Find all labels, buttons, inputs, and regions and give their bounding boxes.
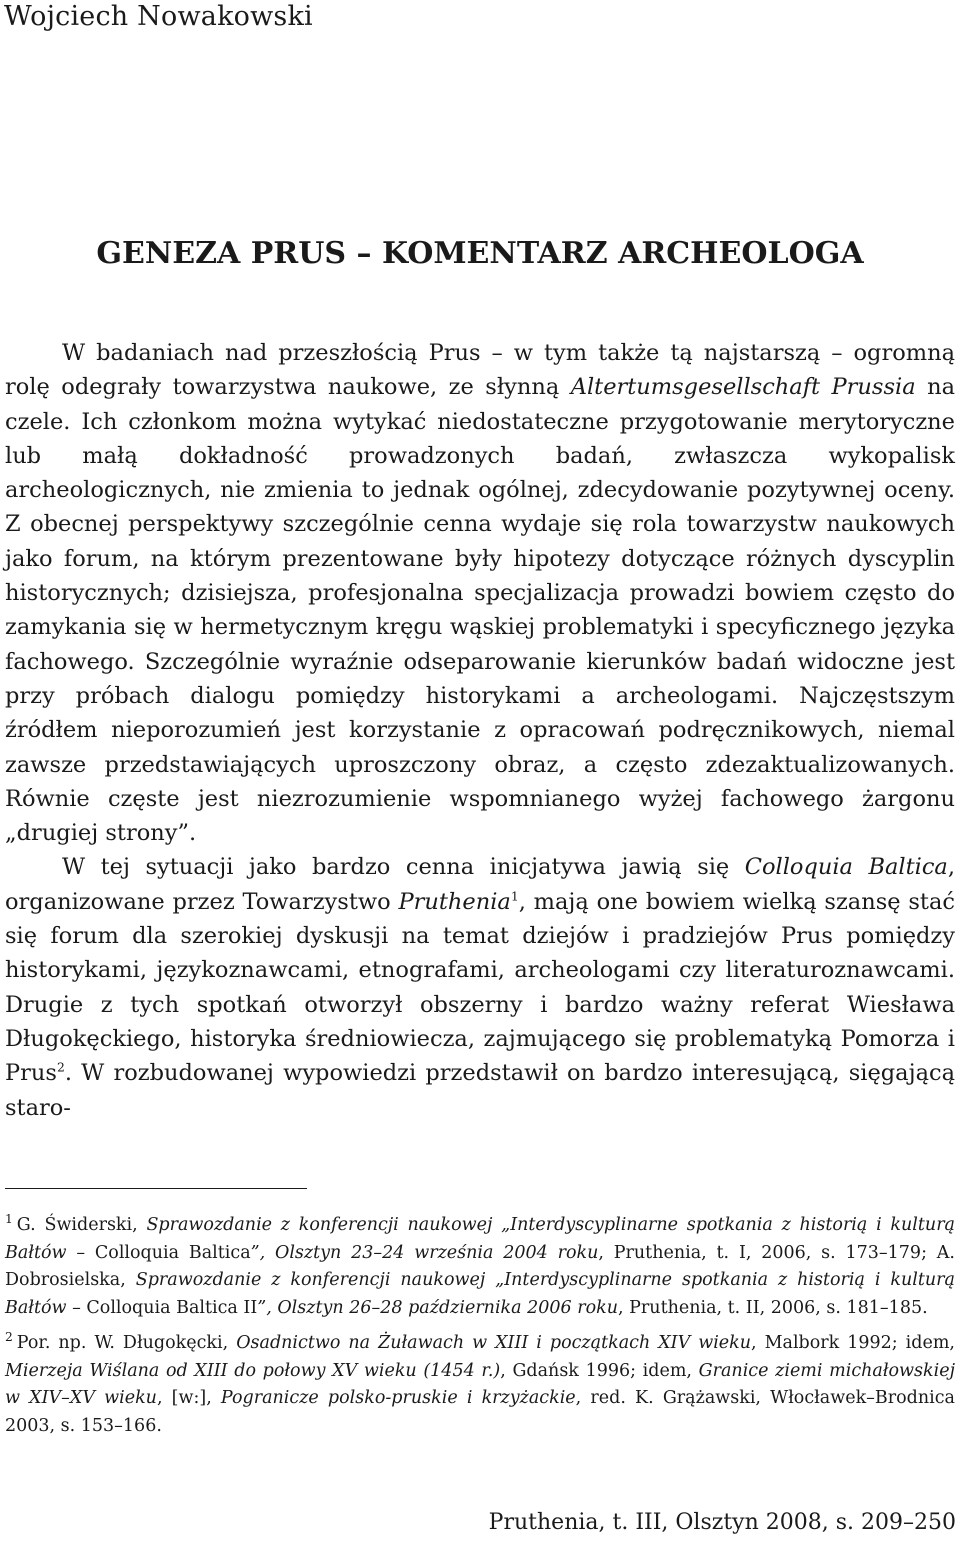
footnote-number: 2 — [5, 1330, 13, 1345]
text-span: , red. K. Grążawski, Włocławek–Brodnica 2003, s. 153–166. — [5, 1388, 955, 1436]
journal-citation: Pruthenia, t. III, Olsztyn 2008, s. 209–250 — [488, 1510, 956, 1535]
text-span: , Malbork 1992; idem, — [751, 1333, 955, 1353]
italic-span: ”, Olsztyn 26–28 października 2006 roku — [257, 1297, 619, 1318]
article-body — [5, 336, 955, 1125]
italic-span: Pruthenia — [398, 888, 511, 915]
text-span: , organizowane przez Towarzystwo — [5, 854, 956, 915]
footnote-text — [5, 1333, 955, 1436]
footnotes — [5, 1212, 955, 1440]
text-span: , Gdańsk 1996; idem, — [500, 1360, 699, 1381]
text-span: , [w:], — [156, 1388, 221, 1408]
paragraph-1 — [5, 336, 955, 850]
footnote-number: 1 — [5, 1212, 13, 1227]
italic-span: Altertumsgesellschaft Prussia — [570, 374, 916, 401]
footnote-2 — [5, 1330, 955, 1440]
footnote-rule — [5, 1188, 307, 1189]
footnote-ref: 1 — [510, 889, 519, 904]
text-span: . W rozbudowanej wypowiedzi przedstawił on bardzo interesującą, sięgającą staro- — [5, 1060, 955, 1121]
italic-span: Mierzeja Wiślana od XIII do połowy XV wieku (1454 r.) — [5, 1360, 501, 1381]
italic-span: Sprawozdanie z konferencji naukowej „Interdyscyplinarne spotkania z historią i kulturą Bałtów – — [5, 1215, 955, 1263]
italic-span: Pogranicze polsko-pruskie i krzyżackie — [220, 1388, 576, 1408]
text-span: G. Świderski, — [16, 1215, 147, 1235]
text-span: Colloquia Baltica — [94, 1242, 251, 1263]
text-span: W tej sytuacji jako bardzo cenna inicjatywa jawią się — [62, 854, 745, 881]
article-title: GENEZA PRUS – KOMENTARZ ARCHEOLOGA — [96, 236, 864, 271]
italic-span: Osadnictwo na Żuławach w XIII i początkach XIV wieku — [236, 1333, 752, 1353]
paragraph-2 — [5, 850, 955, 1124]
text-span: W badaniach nad przeszłością Prus – w tym także tą najstarszą – ogromną rolę odegrały towarzystwa naukowe, ze słynną — [5, 340, 955, 401]
italic-span: Sprawozdanie z konferencji naukowej „Interdyscyplinarne spotkania z historią i kulturą Bałtów – — [5, 1270, 955, 1318]
italic-span: Granice ziemi michałowskiej w XIV–XV wieku — [5, 1360, 955, 1408]
footnote-1 — [5, 1212, 955, 1322]
author-name: Wojciech Nowakowski — [4, 1, 313, 32]
text-span: , mają one bowiem wielką szansę stać się forum dla szerokiej dyskusji na temat dziejów i pradziejów Prus pomiędzy historykami, językoznawcami, etnografami, archeologami czy literaturoznawcami. Drugie z tych spotkań otworzył obszerny i bardzo ważny referat Wiesława Długokęckiego, historyka średniowiecza, zajmującego się problematyką Pomorza i Prus — [5, 888, 955, 1087]
italic-span: ”, Olsztyn 23–24 września 2004 roku — [250, 1242, 599, 1263]
text-span: , Pruthenia, t. II, 2006, s. 181–185. — [618, 1297, 928, 1318]
italic-span: Colloquia Baltica — [744, 854, 948, 881]
text-span: , Pruthenia, t. I, 2006, s. 173–179; A. Dobrosielska, — [5, 1242, 955, 1290]
text-span: Por. np. W. Długokęcki, — [16, 1333, 237, 1353]
text-span: Colloquia Baltica II — [86, 1297, 258, 1318]
text-span: na czele. Ich członkom można wytykać niedostateczne przygotowanie merytoryczne lub małą dokładność prowadzonych badań, zwłaszcza wykopalisk archeologicznych, nie zmienia to jednak ogólnej, zdecydowanie pozytywnej oceny. Z obecnej perspektywy szczególnie cenna wydaje się rola towarzystw naukowych jako forum, na którym prezentowane były hipotezy dotyczące różnych dyscyplin historycznych; dzisiejsza, profesjonalna specjalizacja prowadzi bowiem często do zamykania się w hermetycznym kręgu wąskiej problematyki i specyficznego języka fachowego. Szczególnie wyraźnie odseparowanie kierunków badań widoczne jest przy próbach dialogu pomiędzy historykami a archeologami. Najczęstszym źródłem nieporozumień jest korzystanie z opracowań podręcznikowych, niemal zawsze przedstawiających uproszczony obraz, a często zdezaktualizowanych. Równie częste jest niezrozumienie wspomnianego wyżej fachowego żargonu „drugiej strony”. — [5, 374, 955, 847]
footnote-ref: 2 — [56, 1060, 65, 1075]
footnote-text — [5, 1215, 955, 1318]
